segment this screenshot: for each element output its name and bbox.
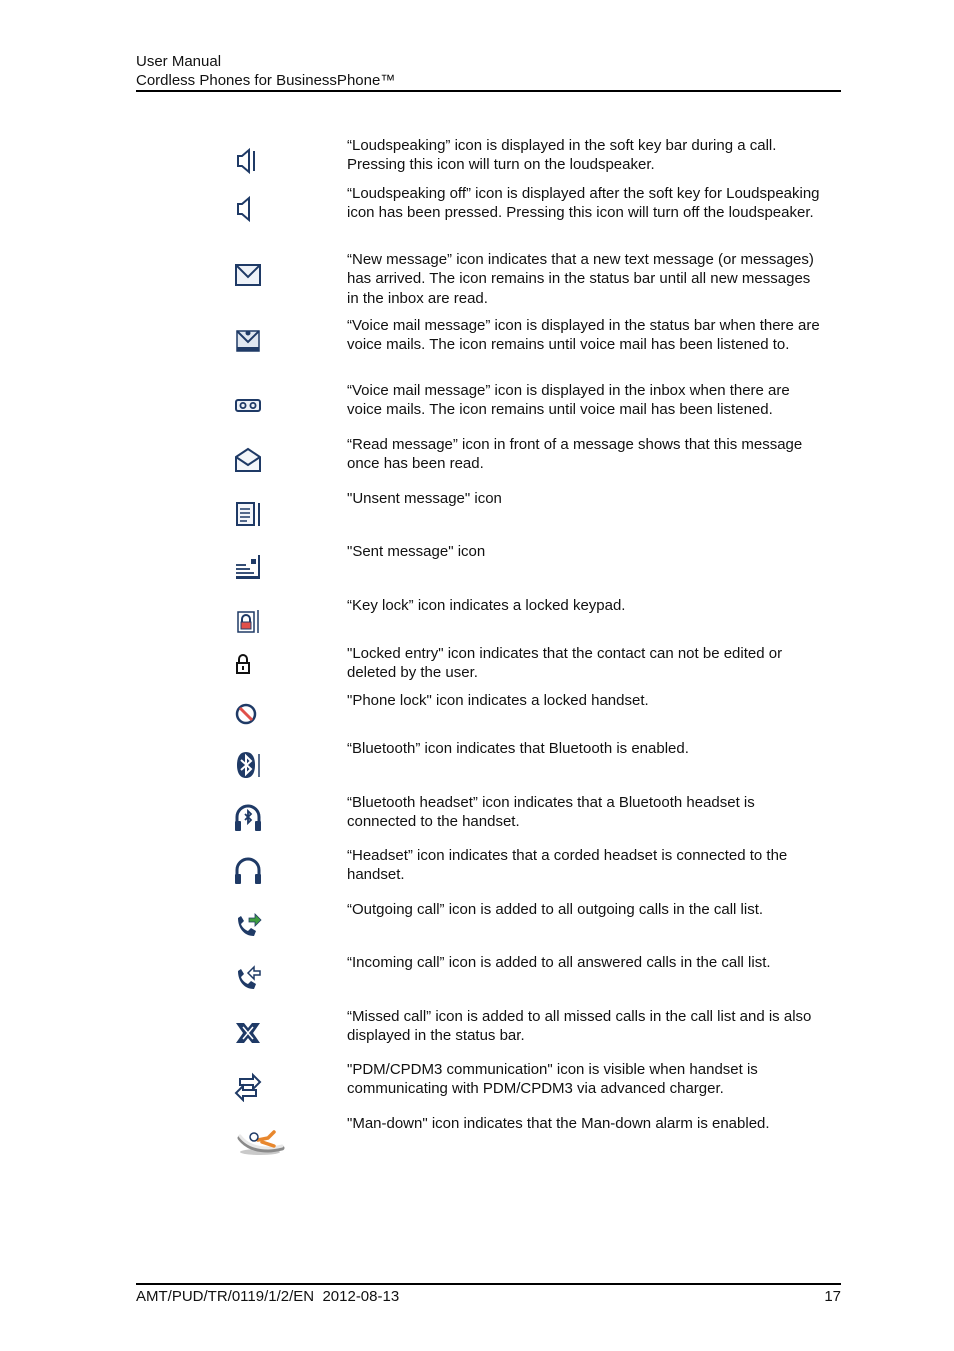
sent-message-icon: [232, 551, 264, 583]
icon-description: “Key lock” icon indicates a locked keypad.: [347, 597, 626, 614]
icon-description: “Bluetooth headset” icon indicates that a Bluetooth headset is connected to the handset.: [347, 794, 755, 831]
header-title: User Manual: [136, 53, 222, 70]
bluetooth-headset-icon: [232, 803, 264, 835]
icon-description: "Unsent message" icon: [347, 490, 502, 507]
key-lock-icon: [232, 605, 264, 637]
man-down-icon: [232, 1118, 288, 1158]
icon-description: “Loudspeaking off” icon is displayed after the soft key for Loudspeaking icon has been pressed. Pressing this icon will turn off the loudspeaker.: [347, 185, 820, 222]
icon-description: “Incoming call” icon is added to all answered calls in the call list.: [347, 954, 771, 971]
icon-description: "PDM/CPDM3 communication" icon is visible when handset is communicating with PDM/CPDM3 via advanced charger.: [347, 1061, 758, 1098]
icon-description: “Outgoing call” icon is added to all outgoing calls in the call list.: [347, 901, 764, 918]
voice-mail-tape-icon: [232, 390, 264, 422]
voice-mail-status-icon: [232, 325, 264, 357]
document-reference: AMT/PUD/TR/0119/1/2/EN 2012-08-13: [136, 1288, 400, 1305]
header-subtitle: Cordless Phones for BusinessPhone™: [136, 72, 396, 89]
unsent-message-icon: [232, 498, 264, 530]
page-number: 17: [824, 1288, 841, 1305]
icon-description: “Bluetooth” icon indicates that Bluetooth is enabled.: [347, 740, 689, 757]
pdm-communication-icon: [232, 1070, 264, 1102]
incoming-call-icon: [232, 963, 264, 995]
speaker-off-icon: [232, 193, 264, 225]
missed-call-icon: [232, 1017, 264, 1049]
icon-description: “Headset” icon indicates that a corded headset is connected to the handset.: [347, 847, 788, 884]
page-header: [136, 52, 841, 90]
icon-description: “Voice mail message” icon is displayed in the inbox when there are voice mails. The icon remains until voice mail has been listened.: [347, 382, 790, 419]
speaker-on-icon: [232, 145, 264, 177]
icon-description: "Sent message" icon: [347, 543, 486, 560]
read-message-envelope-icon: [232, 444, 264, 476]
phone-lock-icon: [232, 698, 264, 730]
locked-entry-padlock-icon: [232, 649, 264, 681]
bluetooth-icon: [232, 749, 264, 781]
icon-description: “Loudspeaking” icon is displayed in the soft key bar during a call. Pressing this icon will turn on the loudspeaker.: [347, 137, 777, 174]
icon-description: "Man-down" icon indicates that the Man-down alarm is enabled.: [347, 1115, 770, 1132]
icon-description: “New message” icon indicates that a new text message (or messages) has arrived. The icon remains in the status bar until all new messages in the inbox are read.: [347, 251, 814, 307]
icon-description: "Locked entry" icon indicates that the contact can not be edited or deleted by the user.: [347, 645, 783, 682]
headset-icon: [232, 856, 264, 888]
icon-description: “Read message” icon in front of a message shows that this message once has been read.: [347, 436, 803, 473]
new-message-envelope-icon: [232, 259, 264, 291]
outgoing-call-icon: [232, 910, 264, 942]
header-divider: [136, 90, 841, 92]
icon-description: “Missed call” icon is added to all missed calls in the call list and is also displayed in the status bar.: [347, 1008, 812, 1045]
footer-divider: [136, 1283, 841, 1285]
icon-description: "Phone lock" icon indicates a locked handset.: [347, 692, 649, 709]
icon-description: “Voice mail message” icon is displayed in the status bar when there are voice mails. The icon remains until voice mail has been listened to.: [347, 317, 820, 354]
